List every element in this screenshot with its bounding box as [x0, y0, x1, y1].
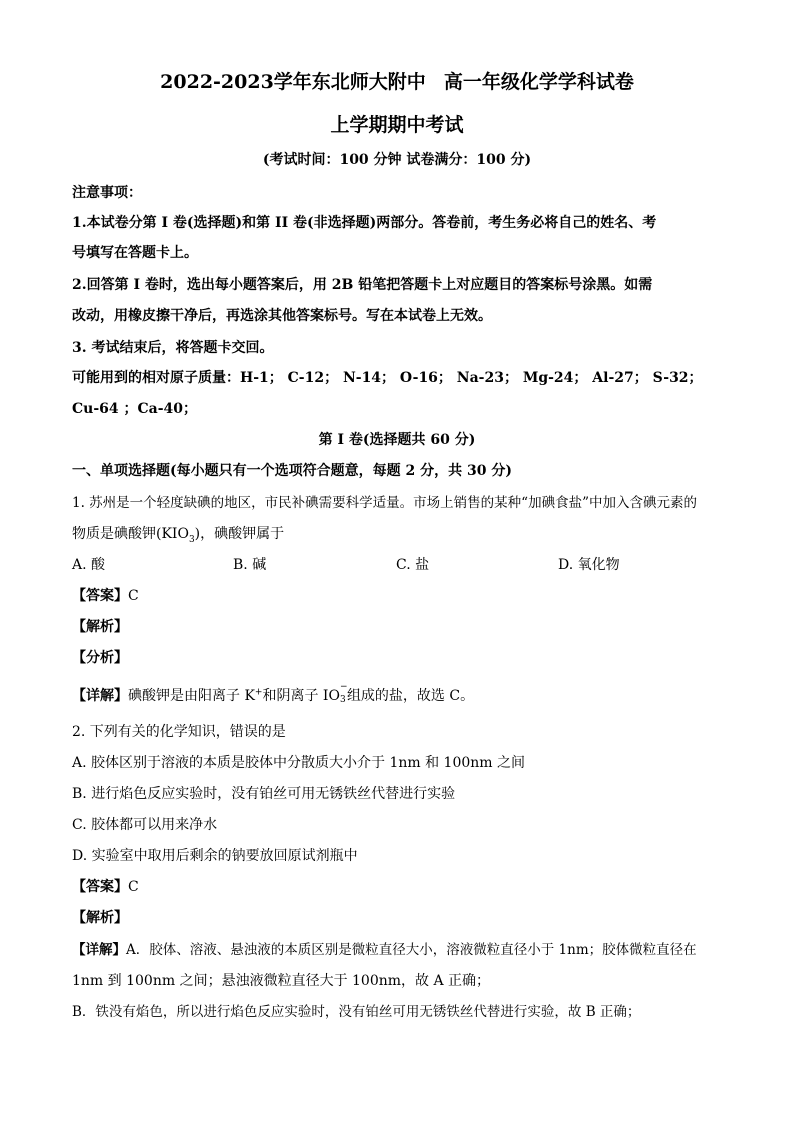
q1-ion-charge-sign: − [339, 682, 348, 692]
q1-detail-text-b: 和阴离子 IO [262, 688, 340, 704]
section-title: 第 I 卷(选择题共 60 分) [318, 432, 476, 448]
title-school: 2022-2023学年东北师大附中 [160, 71, 426, 93]
page-title [0, 69, 794, 95]
note-2-line-1: 2.回答第 I 卷时，选出每小题答案后，用 2B 铅笔把答题卡上对应题目的答案标号涂黑。如需 [72, 277, 653, 293]
atomic-masses-line-2: Cu-64 ；Ca-40； [72, 401, 197, 417]
q2-detail-line-2: 1nm 到 100nm 之间；悬浊液微粒直径大于 100nm，故 A 正确； [72, 973, 491, 989]
q1-detail-text-c: 组成的盐，故选 C。 [346, 688, 475, 704]
q2-answer-label: 【答案】 [72, 879, 128, 895]
q1-option-a: A. 酸 [72, 557, 106, 573]
q1-option-c: C. 盐 [396, 557, 430, 573]
q1-detail-label: 【详解】 [72, 688, 128, 704]
q1-option-d: D. 氧化物 [558, 557, 620, 573]
q1-analysis-label: 【解析】 [72, 619, 128, 635]
q1-answer [72, 586, 139, 606]
note-3: 3. 考试结束后，将答题卡交回。 [72, 340, 274, 356]
page-subtitle: 上学期期中考试 [330, 114, 464, 136]
q1-answer-value: C [128, 588, 139, 604]
q2-detail-label: 【详解】 [72, 942, 126, 958]
note-2-line-2: 改动，用橡皮擦干净后，再选涂其他答案标号。写在本试卷上无效。 [72, 308, 492, 324]
atomic-masses-line-1: 可能用到的相对原子质量：H-1； C-12； N-14； O-16； Na-23； Mg-24； Al-27； S-32； [72, 370, 703, 386]
q2-option-a: A. 胶体区别于溶液的本质是胶体中分散质大小介于 1nm 和 100nm 之间 [72, 755, 526, 771]
q1-detail-sup-plus: + [254, 687, 263, 698]
q2-detail-line-1 [72, 940, 697, 960]
q1-stem-line-2 [72, 524, 284, 544]
q2-answer [72, 877, 139, 897]
q2-option-b: B. 进行焰色反应实验时，没有铂丝可用无锈铁丝代替进行实验 [72, 786, 456, 802]
section-subtitle: 一、单项选择题(每小题只有一个选项符合题意，每题 2 分，共 30 分) [72, 463, 512, 479]
title-course: 高一年级化学学科试卷 [443, 71, 634, 93]
q1-ion-charge [339, 682, 348, 705]
q2-stem: 2. 下列有关的化学知识，错误的是 [72, 724, 286, 740]
exam-info: (考试时间：100 分钟 试卷满分：100 分) [262, 152, 532, 168]
q1-detail-text-a: 碘酸钾是由阳离子 K [128, 688, 255, 704]
q2-option-d: D. 实验室中取用后剩余的钠要放回原试剂瓶中 [72, 848, 358, 864]
q1-stem-text-b: )，碘酸钾属于 [194, 526, 285, 542]
q2-answer-value: C [128, 879, 139, 895]
notes-heading: 注意事项： [72, 185, 142, 201]
q1-ion-subscript: 3 [339, 695, 346, 705]
q2-detail-text-1: A．胶体、溶液、悬浊液的本质区别是微粒直径大小，溶液微粒直径小于 1nm；胶体微粒直径在 [126, 942, 697, 958]
q1-detail [72, 682, 475, 706]
note-1-line-1: 1.本试卷分第 I 卷(选择题)和第 II 卷(非选择题)两部分。答卷前，考生务必将自己的姓名、考 [72, 215, 657, 231]
q1-stem-line-1: 1. 苏州是一个轻度缺碘的地区，市民补碘需要科学适量。市场上销售的某种“加碘食盐”中加入含碘元素的 [72, 495, 697, 511]
note-1-line-2: 号填写在答题卡上。 [72, 245, 198, 261]
q1-fenxi-label: 【分析】 [72, 650, 128, 666]
q1-subscript: 3 [188, 534, 195, 545]
q2-analysis-label: 【解析】 [72, 910, 128, 926]
q2-option-c: C. 胶体都可以用来净水 [72, 817, 218, 833]
q1-option-b: B. 碱 [233, 557, 267, 573]
q2-detail-line-3: B．铁没有焰色，所以进行焰色反应实验时，没有铂丝可用无锈铁丝代替进行实验，故 B 正确； [72, 1004, 641, 1020]
q1-stem-text-a: 物质是碘酸钾(KIO [72, 526, 189, 542]
q1-answer-label: 【答案】 [72, 588, 128, 604]
